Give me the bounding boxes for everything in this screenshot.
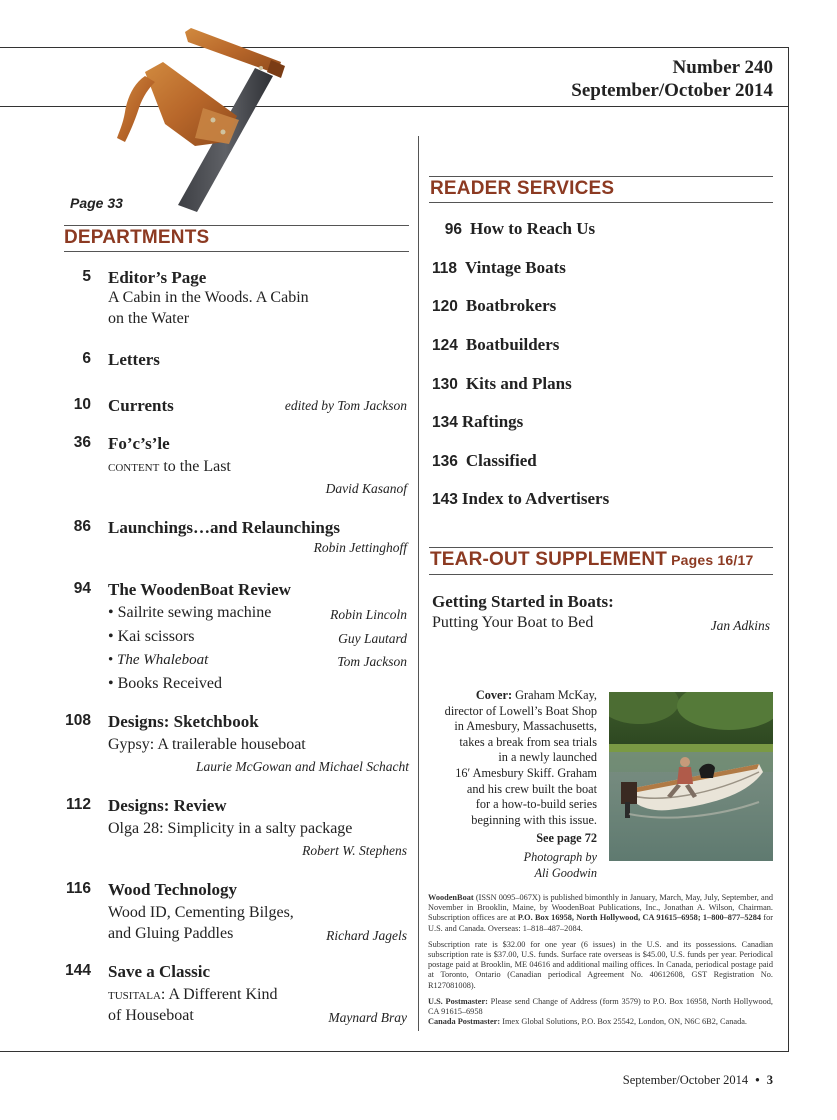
cover-photo[interactable] bbox=[609, 692, 773, 861]
reader-service-item[interactable] bbox=[432, 374, 772, 394]
department-page-number: 108 bbox=[65, 712, 91, 729]
cover-caption-line: 16′ Amesbury Skiff. Graham bbox=[455, 765, 597, 780]
department-subtitle bbox=[108, 1006, 409, 1027]
supplement-subtitle-row bbox=[432, 612, 772, 633]
department-item[interactable] bbox=[64, 711, 409, 775]
department-subtitle bbox=[108, 457, 409, 478]
fine-print-text: (ISSN 0095–067X) is published bimonthly in January, March, May, July, September, and November in Brooklin, Maine, by WoodenBoat Publications, Inc., Jonathan A. Wilson, Chairman. Subscription offices are at bbox=[428, 893, 773, 923]
department-item[interactable] bbox=[64, 579, 409, 694]
reader-service-item[interactable] bbox=[432, 489, 772, 509]
department-author: Laurie McGowan and Michael Schacht bbox=[196, 758, 409, 774]
department-item[interactable] bbox=[64, 517, 409, 556]
reader-service-page-number: 96 bbox=[444, 221, 462, 238]
cover-caption-line: in a newly launched bbox=[498, 750, 597, 765]
review-item-name: Kai scissors bbox=[117, 627, 195, 645]
department-title: Save a Classic bbox=[108, 962, 210, 981]
review-item bbox=[108, 603, 409, 624]
reader-services-top-rule bbox=[429, 176, 773, 177]
bullet: • bbox=[108, 627, 114, 645]
reader-service-page-number: 120 bbox=[432, 298, 458, 315]
department-page-number: 86 bbox=[73, 518, 91, 535]
department-author: edited by Tom Jackson bbox=[284, 398, 407, 413]
department-page-number: 94 bbox=[73, 580, 91, 597]
department-item[interactable] bbox=[64, 267, 409, 329]
cover-caption-line: takes a break from sea trials bbox=[459, 734, 597, 749]
department-item[interactable] bbox=[64, 961, 409, 1026]
reader-service-page-number: 136 bbox=[432, 453, 458, 470]
department-page-number: 5 bbox=[82, 268, 91, 285]
department-title: Designs: Review bbox=[108, 796, 227, 815]
supplement-article[interactable] bbox=[432, 591, 772, 633]
review-item bbox=[108, 674, 409, 695]
reader-service-label: Boatbuilders bbox=[465, 335, 560, 354]
reader-service-label: How to Reach Us bbox=[470, 219, 596, 238]
reader-service-item[interactable] bbox=[432, 451, 772, 471]
reader-service-label: Vintage Boats bbox=[465, 258, 566, 277]
department-title: Fo’c’s’le bbox=[108, 434, 170, 453]
reader-service-label: Classified bbox=[465, 451, 537, 470]
review-item-name: Sailrite sewing machine bbox=[117, 604, 272, 621]
reader-service-item[interactable] bbox=[432, 412, 772, 432]
see-page-link[interactable]: See page 72 bbox=[536, 831, 597, 846]
department-page-number: 116 bbox=[65, 880, 91, 897]
department-author: David Kasanof bbox=[325, 480, 407, 496]
subtitle-small-caps: content bbox=[108, 458, 160, 475]
supplement-top-rule bbox=[429, 547, 773, 548]
department-subtitle: Olga 28: Simplicity in a salty package bbox=[108, 820, 353, 837]
department-subtitle: on the Water bbox=[108, 309, 190, 327]
right-frame-rule bbox=[788, 47, 789, 1052]
cover-caption-text: Graham McKay, bbox=[515, 688, 597, 702]
reader-service-page-number: 118 bbox=[432, 260, 458, 277]
department-subtitle bbox=[108, 985, 409, 1006]
department-subtitle: Wood ID, Cementing Bilges, bbox=[108, 904, 294, 921]
reader-service-item[interactable] bbox=[432, 258, 772, 278]
photo-credit-name: Ali Goodwin bbox=[534, 865, 597, 880]
review-item-name: Books Received bbox=[117, 674, 223, 692]
department-subtitle-line: and Gluing Paddles bbox=[108, 924, 234, 942]
subtitle-small-caps: tusitala bbox=[108, 986, 161, 1003]
reader-service-page-number: 143 bbox=[432, 491, 458, 508]
supplement-subtitle: Putting Your Boat to Bed bbox=[432, 614, 594, 631]
feature-page-caption: Page 33 bbox=[70, 195, 123, 211]
cover-caption-line: director of Lowell’s Boat Shop bbox=[444, 703, 597, 718]
issue-header bbox=[571, 56, 773, 102]
reader-services-bottom-rule bbox=[429, 202, 773, 203]
cover-caption-line: beginning with this issue. bbox=[471, 812, 597, 827]
departments-top-rule bbox=[64, 225, 409, 226]
department-page-number: 36 bbox=[73, 434, 91, 451]
reader-service-item[interactable] bbox=[432, 219, 772, 239]
cover-caption bbox=[422, 688, 597, 881]
department-item[interactable] bbox=[64, 433, 409, 497]
department-author: Robert W. Stephens bbox=[302, 842, 407, 858]
reader-service-item[interactable] bbox=[432, 335, 772, 355]
department-page-number: 10 bbox=[73, 396, 91, 413]
fine-print-bold: P.O. Box 16958, North Hollywood, CA 91615–6958; 1–800–877–5284 bbox=[517, 913, 761, 923]
bullet: • bbox=[108, 652, 114, 668]
footer-bullet: • bbox=[755, 1073, 760, 1087]
department-author: Richard Jagels bbox=[326, 927, 407, 943]
supplement-heading: TEAR-OUT SUPPLEMENT bbox=[430, 549, 668, 570]
department-title: The WoodenBoat Review bbox=[108, 580, 291, 599]
department-title: Editor’s Page bbox=[108, 268, 207, 287]
department-title: Designs: Sketchbook bbox=[108, 712, 259, 731]
department-title: Launchings…and Relaunchings bbox=[108, 518, 340, 537]
fine-print-paragraph bbox=[428, 1017, 773, 1027]
publication-fine-print bbox=[428, 893, 773, 1033]
supplement-author: Jan Adkins bbox=[710, 618, 770, 633]
photo-credit: Photograph by bbox=[523, 849, 597, 864]
department-page-number: 144 bbox=[65, 962, 91, 979]
fine-print-paragraph bbox=[428, 893, 773, 934]
supplement-title: Getting Started in Boats: bbox=[432, 592, 614, 611]
departments-bottom-rule bbox=[64, 251, 409, 252]
fine-print-bold: WoodenBoat bbox=[428, 893, 474, 902]
bullet: • bbox=[108, 604, 114, 621]
departments-heading: DEPARTMENTS bbox=[64, 227, 210, 248]
reader-service-label: Raftings bbox=[461, 412, 524, 431]
review-item bbox=[108, 627, 409, 648]
review-item bbox=[108, 650, 409, 671]
reader-service-page-number: 124 bbox=[432, 337, 458, 354]
department-title: Letters bbox=[108, 350, 160, 369]
fine-print-text: Imex Global Solutions, P.O. Box 25542, London, ON, N6C 6B2, Canada. bbox=[500, 1017, 747, 1027]
department-page-number: 6 bbox=[82, 350, 91, 367]
supplement-bottom-rule bbox=[429, 574, 773, 575]
footer-date: September/October 2014 bbox=[622, 1073, 749, 1087]
department-title: Currents bbox=[108, 396, 174, 415]
department-author: Robin Jettinghoff bbox=[313, 540, 407, 555]
column-divider bbox=[418, 136, 419, 1031]
department-subtitle bbox=[108, 924, 409, 945]
fine-print-paragraph: Subscription rate is $32.00 for one year (6 issues) in the U.S. and its possessions. Canadian subscription rate is $37.00, U.S. funds. Surface rate overseas is $45.00, U.S. funds per year. Periodical postage paid at Brooklin, ME 04616 and additional mailing offices. In Canada, periodical postage paid at Toronto, Ontario (Canadian periodical Agreement No. 40612608, GST Registration No. R127081008). bbox=[428, 939, 773, 990]
footer-page-number: 3 bbox=[766, 1073, 773, 1087]
department-item[interactable] bbox=[64, 349, 409, 370]
supplement-pages: Pages 16/17 bbox=[671, 552, 754, 568]
subtitle-rest: : A Different Kind bbox=[160, 986, 278, 1003]
wooden-clamp-image bbox=[105, 24, 295, 214]
review-author: Tom Jackson bbox=[337, 654, 407, 669]
bullet: • bbox=[108, 674, 114, 692]
department-page-number: 112 bbox=[65, 796, 91, 813]
cover-caption-line bbox=[422, 688, 597, 704]
department-item[interactable] bbox=[64, 395, 409, 416]
department-title: Wood Technology bbox=[108, 880, 237, 899]
subtitle-rest: to the Last bbox=[159, 458, 231, 475]
cover-caption-line: in Amesbury, Massachusetts, bbox=[454, 719, 597, 734]
reader-service-item[interactable] bbox=[432, 296, 772, 316]
fine-print-paragraph bbox=[428, 997, 773, 1017]
reader-service-page-number: 130 bbox=[432, 376, 458, 393]
cover-caption-line: and his crew built the boat bbox=[466, 781, 597, 796]
reader-service-label: Kits and Plans bbox=[465, 374, 572, 393]
review-author: Robin Lincoln bbox=[330, 607, 407, 622]
fine-print-bold: Canada Postmaster: bbox=[428, 1017, 501, 1027]
reader-service-page-number: 134 bbox=[432, 414, 458, 431]
department-item[interactable] bbox=[64, 879, 409, 944]
bottom-rule bbox=[0, 1051, 789, 1052]
reader-service-label: Index to Advertisers bbox=[461, 489, 610, 508]
cover-label: Cover: bbox=[475, 688, 513, 702]
fine-print-bold: U.S. Postmaster: bbox=[428, 996, 488, 1006]
department-subtitle-line: of Houseboat bbox=[108, 1006, 194, 1024]
fine-print-text: for U.S. and Canada. Overseas: 1–818–487–2084. bbox=[428, 913, 773, 933]
issue-date: September/October 2014 bbox=[571, 80, 773, 101]
review-item-name: The Whaleboat bbox=[117, 652, 209, 668]
page-footer bbox=[623, 1073, 773, 1088]
department-author: Maynard Bray bbox=[328, 1009, 407, 1025]
fine-print-text: Please send Change of Address (form 3579) to P.O. Box 16958, North Hollywood, CA 91615–6958 bbox=[428, 996, 774, 1017]
department-subtitle: A Cabin in the Woods. A Cabin bbox=[108, 289, 309, 306]
supplement-heading-row bbox=[430, 549, 753, 571]
reader-service-label: Boatbrokers bbox=[465, 296, 557, 315]
department-subtitle: Gypsy: A trailerable houseboat bbox=[108, 736, 306, 753]
department-item[interactable] bbox=[64, 795, 409, 859]
issue-number: Number 240 bbox=[672, 57, 773, 78]
review-author: Guy Lautard bbox=[338, 630, 407, 646]
reader-services-heading: READER SERVICES bbox=[430, 178, 615, 199]
cover-caption-line: for a how-to-build series bbox=[475, 797, 597, 812]
